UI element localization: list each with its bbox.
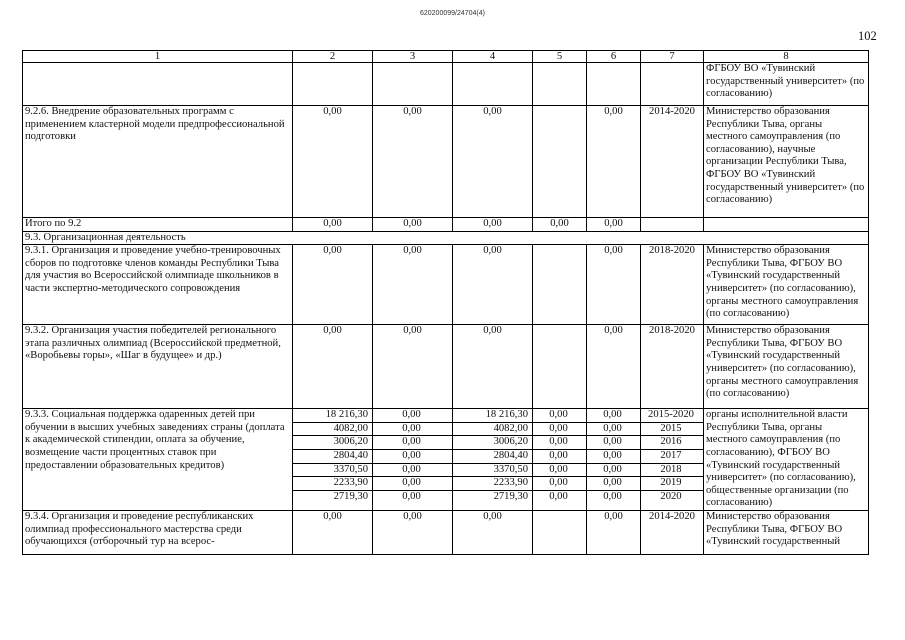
republic-funding-cell: 0,00: [453, 325, 533, 409]
document-id: 620200099/24704(4): [419, 10, 485, 17]
year-value: 0,00: [373, 490, 452, 504]
year-value: 0,00: [373, 476, 452, 490]
program-table: [22, 50, 869, 555]
republic-funding-cell: [453, 409, 533, 511]
cell: [453, 63, 533, 106]
other-funding-cell: 0,00: [587, 510, 641, 554]
republic-funding-cell: 0,00: [453, 245, 533, 325]
other-funding-cell: 0,00: [587, 218, 641, 232]
republic-funding-cell: 0,00: [453, 106, 533, 218]
column-header: 5: [533, 51, 587, 63]
year-label: 2015: [641, 422, 703, 436]
total-funding-cell: 0,00: [293, 325, 373, 409]
year-value: 0,00: [533, 490, 586, 504]
measure-name-cell: Итого по 9.2: [23, 218, 293, 232]
table-row-total-9-2: [23, 218, 869, 232]
other-funding-cell: 0,00: [587, 325, 641, 409]
year-value: 0,00: [533, 463, 586, 477]
year-value: 2804,40: [453, 449, 532, 463]
federal-funding-cell: [373, 409, 453, 511]
year-value: 4082,00: [293, 422, 372, 436]
column-header: 2: [293, 51, 373, 63]
executor-cell: [704, 218, 869, 232]
measure-name-cell: 9.3.2. Организация участия победителей регионального этапа различных олимпиад (Всероссийской предметной, «Воробьевы горы», «Шаг в будущее» и др.): [23, 325, 293, 409]
executor-cell: ФГБОУ ВО «Тувинский государственный университет» (по согласованию): [704, 63, 869, 106]
total-funding-cell: [293, 409, 373, 511]
period-cell: 2018-2020: [641, 325, 704, 409]
year-value: 2804,40: [293, 449, 372, 463]
column-header: 4: [453, 51, 533, 63]
table-row-9-3-1: [23, 245, 869, 325]
year-value: 3006,20: [453, 435, 532, 449]
year-value: 0,00: [533, 422, 586, 436]
year-value: 2233,90: [453, 476, 532, 490]
total-funding-cell: 0,00: [293, 510, 373, 554]
year-value: 0,00: [587, 449, 640, 463]
period-cell: 2014-2020: [641, 510, 704, 554]
federal-funding-cell: 0,00: [373, 510, 453, 554]
year-value: 0,00: [587, 422, 640, 436]
cell: [587, 63, 641, 106]
measure-name-cell: 9.2.6. Внедрение образовательных программ с применением кластерной модели предпрофессиональной подготовки: [23, 106, 293, 218]
year-value: 2719,30: [293, 490, 372, 504]
year-value: 0,00: [533, 449, 586, 463]
section-row-9-3: [23, 231, 869, 245]
year-value: 3006,20: [293, 435, 372, 449]
year-value: 0,00: [549, 409, 568, 421]
measure-name-cell: 9.3.1. Организация и проведение учебно-тренировочных сборов по подготовке членов команды Республики Тыва для участия во Всероссийской олимпиаде школьников в части экспертно-методического сопровождения: [23, 245, 293, 325]
column-header: 8: [704, 51, 869, 63]
republic-funding-cell: 0,00: [453, 218, 533, 232]
republic-funding-cell: 0,00: [453, 510, 533, 554]
year-value: 0,00: [373, 463, 452, 477]
section-title: 9.3. Организационная деятельность: [23, 231, 869, 245]
year-value: 0,00: [373, 422, 452, 436]
year-value: 0,00: [603, 409, 622, 421]
cell: [533, 63, 587, 106]
federal-funding-cell: 0,00: [373, 245, 453, 325]
local-funding-cell: 0,00: [533, 218, 587, 232]
year-label: 2019: [641, 476, 703, 490]
measure-name-cell: 9.3.4. Организация и проведение республиканских олимпиад профессионального мастерства среди обучающихся (отборочный тур на всерос-: [23, 510, 293, 554]
table-row-9-2-6: [23, 106, 869, 218]
year-label: 2017: [641, 449, 703, 463]
table-row-9-3-4: [23, 510, 869, 554]
executor-cell: Министерство образования Республики Тыва, органы местного самоуправления (по согласованию), научные организации Республики Тыва, ФГБОУ ВО «Тувинский государственный университет» (по согласованию): [704, 106, 869, 218]
federal-funding-cell: 0,00: [373, 325, 453, 409]
other-funding-cell: [587, 409, 641, 511]
period-cell: [641, 409, 704, 511]
year-value: 0,00: [373, 435, 452, 449]
year-value: 0,00: [533, 435, 586, 449]
year-value: 0,00: [533, 476, 586, 490]
local-funding-cell: [533, 409, 587, 511]
local-funding-cell: [533, 106, 587, 218]
cell: [23, 63, 293, 106]
year-value: 4082,00: [453, 422, 532, 436]
year-value: 3370,50: [293, 463, 372, 477]
year-value: 0,00: [587, 490, 640, 504]
total-funding-cell: 0,00: [293, 218, 373, 232]
cell: [373, 63, 453, 106]
table-row-continuation: [23, 63, 869, 106]
cell: [293, 63, 373, 106]
other-funding-cell: 0,00: [587, 245, 641, 325]
period-cell: [641, 218, 704, 232]
other-funding-cell: 0,00: [587, 106, 641, 218]
year-value: 3370,50: [453, 463, 532, 477]
year-value: 0,00: [402, 409, 421, 421]
year-value: 18 216,30: [485, 409, 528, 421]
period-cell: 2014-2020: [641, 106, 704, 218]
total-funding-cell: 0,00: [293, 106, 373, 218]
page-number: 102: [858, 29, 877, 43]
column-header: 6: [587, 51, 641, 63]
total-funding-cell: 0,00: [293, 245, 373, 325]
executor-cell: Министерство образования Республики Тыва, ФГБОУ ВО «Тувинский государственный: [704, 510, 869, 554]
year-label: 2020: [641, 490, 703, 504]
column-number-row: [23, 51, 869, 63]
year-value: 0,00: [587, 463, 640, 477]
year-value: 18 216,30: [325, 409, 368, 421]
column-header: 7: [641, 51, 704, 63]
executor-cell: органы исполнительной власти Республики Тыва, органы местного самоуправления (по согласованию), ФГБОУ ВО «Тувинский государственный университет» (по согласованию), общественные организации (по согласованию): [704, 409, 869, 511]
measure-name-cell: 9.3.3. Социальная поддержка одаренных детей при обучении в высших учебных заведениях страны (доплата к академической стипендии, оплата за обучение, возмещение части процентных ставок при предоставлении образовательных кредитов): [23, 409, 293, 511]
year-value: 2233,90: [293, 476, 372, 490]
local-funding-cell: [533, 245, 587, 325]
executor-cell: Министерство образования Республики Тыва, ФГБОУ ВО «Тувинский государственный университет» (по согласованию), органы местного самоуправления (по согласованию): [704, 245, 869, 325]
period-cell: 2018-2020: [641, 245, 704, 325]
table-row-9-3-3: [23, 409, 869, 511]
local-funding-cell: [533, 510, 587, 554]
table-row-9-3-2: [23, 325, 869, 409]
federal-funding-cell: 0,00: [373, 218, 453, 232]
year-value: 0,00: [373, 449, 452, 463]
year-value: 2719,30: [453, 490, 532, 504]
executor-cell: Министерство образования Республики Тыва, ФГБОУ ВО «Тувинский государственный университет» (по согласованию), органы местного самоуправления (по согласованию): [704, 325, 869, 409]
federal-funding-cell: 0,00: [373, 106, 453, 218]
local-funding-cell: [533, 325, 587, 409]
year-label: 2016: [641, 435, 703, 449]
cell: [641, 63, 704, 106]
column-header: 3: [373, 51, 453, 63]
year-value: 0,00: [587, 476, 640, 490]
year-label: 2015-2020: [648, 409, 694, 421]
column-header: 1: [23, 51, 293, 63]
year-value: 0,00: [587, 435, 640, 449]
year-label: 2018: [641, 463, 703, 477]
